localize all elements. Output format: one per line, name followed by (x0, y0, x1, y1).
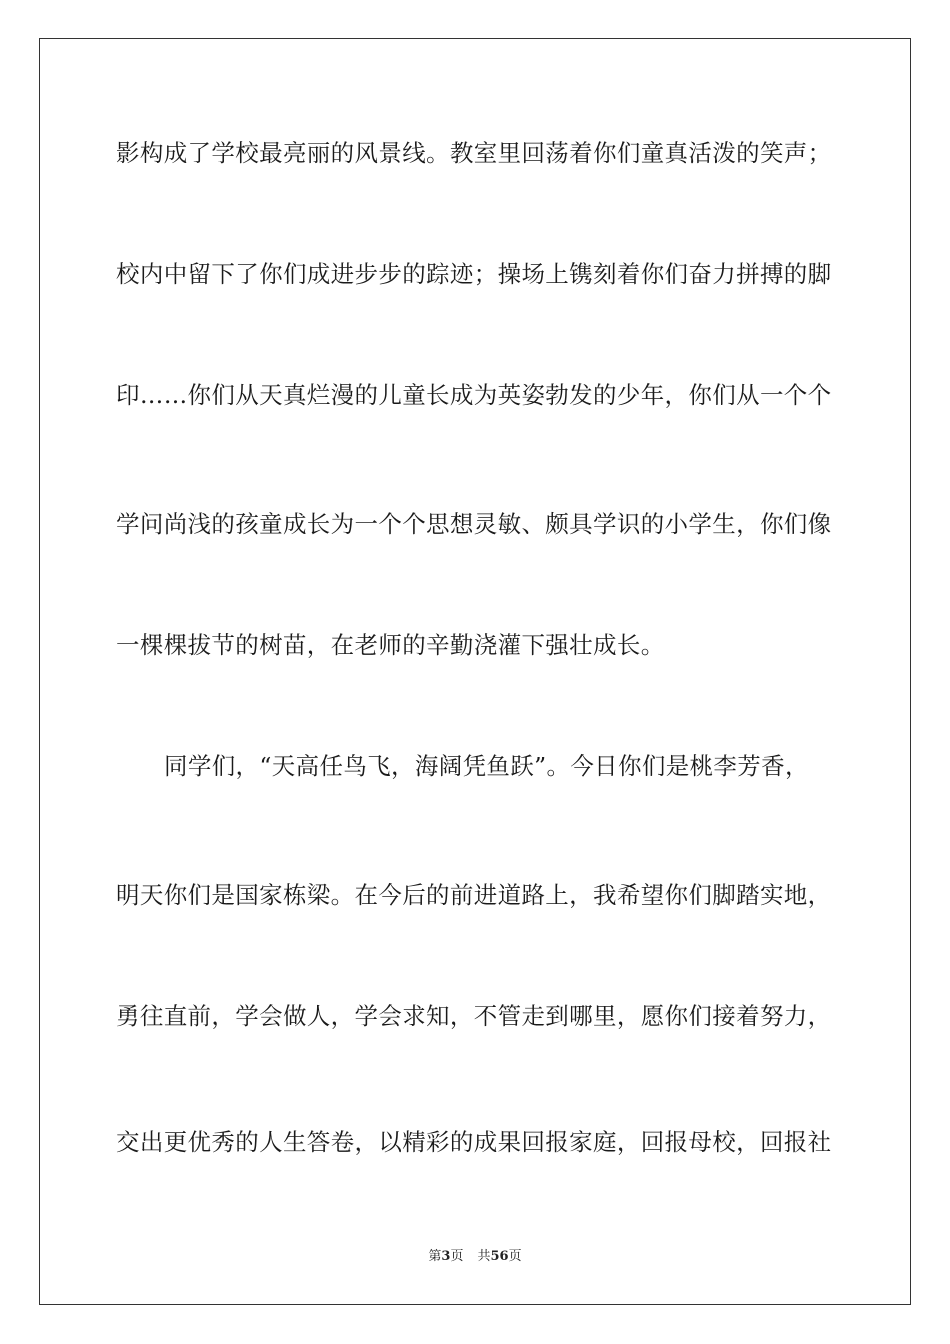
body-line-1: 影构成了学校最亮丽的风景线。教室里回荡着你们童真活泼的笑声； (116, 139, 832, 167)
body-line-7: 明天你们是国家栋梁。在今后的前进道路上，我希望你们脚踏实地， (116, 881, 832, 909)
total-prefix: 共 (477, 1249, 491, 1264)
paragraph-start-line: 同学们，“天高任鸟飞，海阔凭鱼跃”。今日你们是桃李芳香， (164, 752, 809, 780)
total-pages: 56 (490, 1249, 509, 1264)
page-number: 3 (441, 1249, 451, 1264)
page-footer (0, 1249, 950, 1265)
body-line-2: 校内中留下了你们成进步步的踪迹；操场上镌刻着你们奋力拼搏的脚 (116, 260, 832, 288)
total-suffix: 页 (508, 1249, 522, 1264)
body-line-8: 勇往直前，学会做人，学会求知，不管走到哪里，愿你们接着努力， (116, 1002, 832, 1030)
page-prefix: 第 (428, 1249, 442, 1264)
page-border (39, 38, 911, 1305)
body-line-4: 学问尚浅的孩童成长为一个个思想灵敏、颇具学识的小学生，你们像 (116, 510, 832, 538)
body-line-5: 一棵棵拔节的树苗，在老师的辛勤浇灌下强壮成长。 (116, 631, 665, 659)
page-suffix: 页 (450, 1249, 464, 1264)
body-line-9: 交出更优秀的人生答卷，以精彩的成果回报家庭，回报母校，回报社 (116, 1128, 832, 1156)
body-line-3: 印……你们从天真烂漫的儿童长成为英姿勃发的少年，你们从一个个 (116, 381, 832, 409)
